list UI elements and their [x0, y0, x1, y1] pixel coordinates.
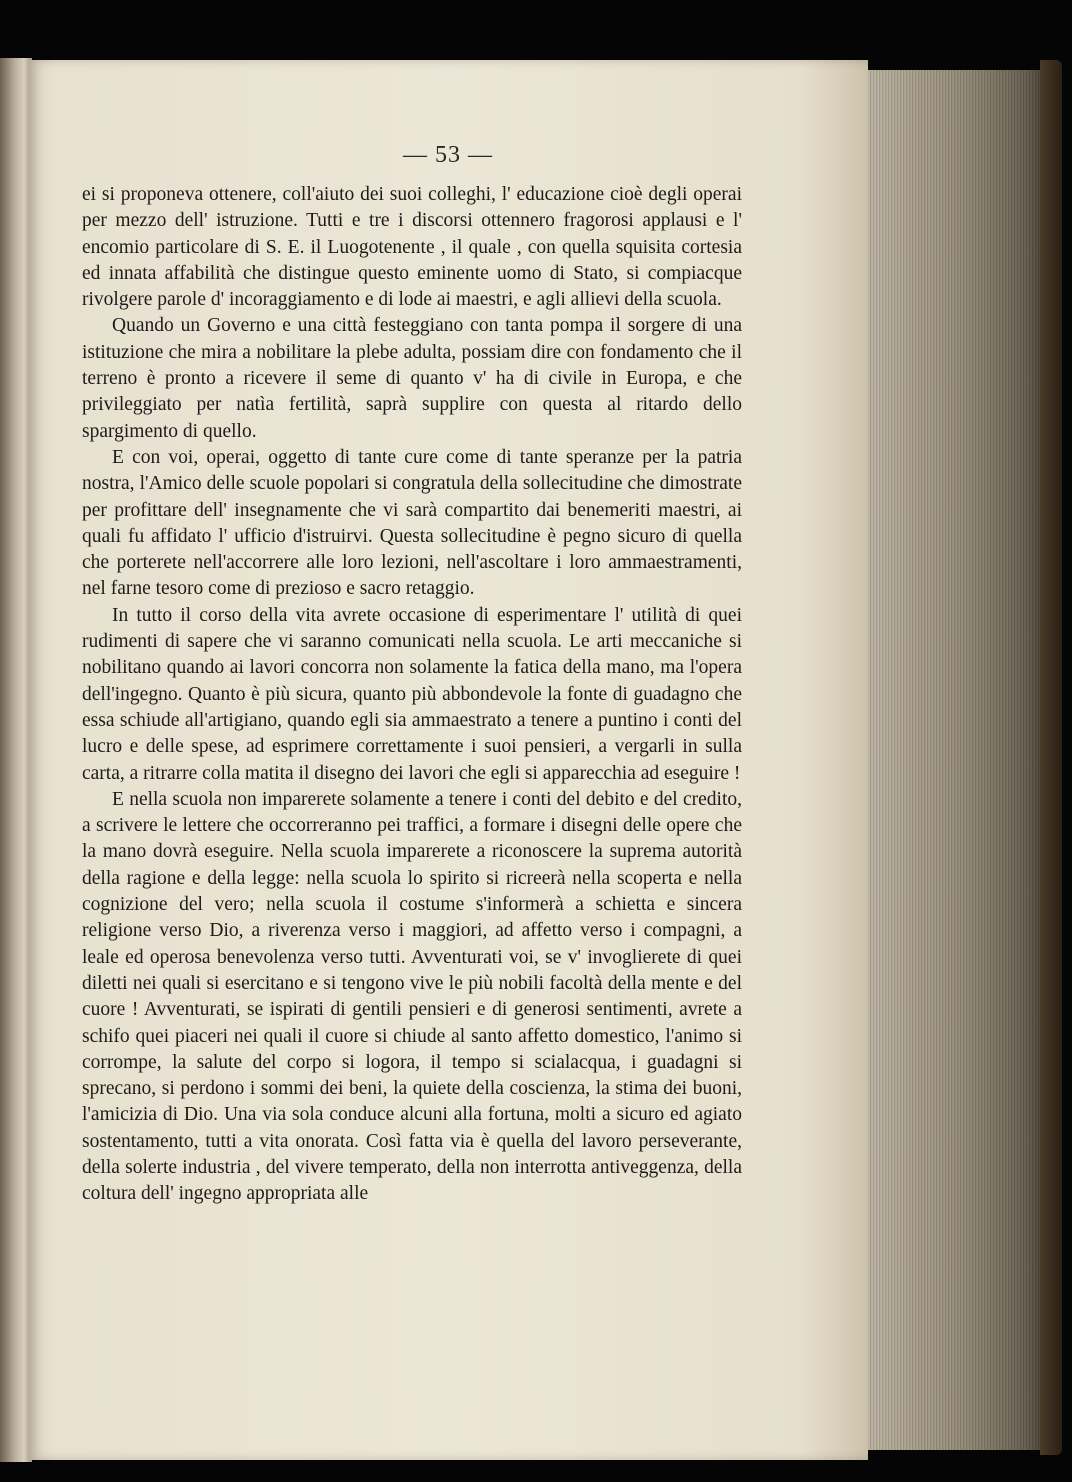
paragraph-4: In tutto il corso della vita avrete occasione di esperimentare l' utilità di quei rudimenti di sapere che vi saranno comunicati nella scuola. Le arti meccaniche si nobilitano quando ai lavori concorra non solamente la fatica della mano, ma l'opera dell'ingegno. Quanto è più sicura, quanto più abbondevole la fonte di guadagno che essa schiude all'artigiano, quando egli sia ammaestrato a tenere a puntino i conti del lucro e delle spese, ad esprimere correttamente i suoi pensieri, a vergarli in sulla carta, a ritrarre colla matita il disegno dei lavori che egli si apparecchia ad eseguire ! — [82, 604, 742, 784]
paragraph-2: Quando un Governo e una città festeggiano con tanta pompa il sorgere di una istituzione che mira a nobilitare la plebe adulta, possiam dire con fondamento che il terreno è pronto a ricevere il seme di quanto v' ha di civile in Europa, e che privileggiato per natìa fertilità, saprà supplire con questa al ritardo dello spargimento di quello. — [82, 315, 742, 442]
paragraph-5: E nella scuola non imparerete solamente a tenere i conti del debito e del credito, a scrivere le lettere che occorreranno pei traffici, a formare i disegni delle opere che la mano dovrà eseguire. Nella scuola imparerete a riconoscere la suprema autorità della ragione e della legge: nella scuola lo spirito si ricreerà nella scoperta e nella cognizione del vero; nella scuola il costume s'informerà a schietta e sincera religione verso Dio, a riverenza verso i maggiori, ad affetto verso i compagni, a leale ed operosa benevolenza verso tutti. Avventurati voi, se v' invoglierete di quei diletti nei quali si esercitano e si tengono vive le più nobili facoltà della mente e del cuore ! Avventurati, se ispirati di gentili pensieri e di generosi sentimenti, avrete a schifo quei piaceri nei quali il cuore si chiude al santo affetto domestico, l'animo si corrompe, la salute del corpo si logora, il tempo si scialacqua, i guadagni si sprecano, si perdono i sommi dei beni, la quiete della coscienza, la stima dei buoni, l'amicizia di Dio. Una via sola conduce alcuni alla fortuna, molti a sicuro ed agiato sostentamento, tutti a vita onorata. Così fatta via è quella del lavoro perseverante, della solerte industria , del vivere temperato, della non interrotta antiveggenza, della coltura dell' ingegno appropriata alle — [82, 788, 742, 1205]
book-page-edges — [855, 70, 1055, 1450]
book-page — [28, 60, 868, 1460]
body-text — [82, 182, 742, 1208]
paragraph-1: ei si proponeva ottenere, coll'aiuto dei suoi colleghi, l' educazione cioè degli operai per mezzo dell' istruzione. Tutti e tre i discorsi ottennero fragorosi applausi e l' encomio particolare di S. E. il Luogotenente , il quale , con quella squisita cortesia ed innata affabilità che distingue questo eminente uomo di Stato, si compiacque rivolgere parole d' incoraggiamento e di lode ai maestri, e agli allievi della scuola. — [82, 184, 742, 311]
page-number: — 53 — — [403, 142, 493, 168]
book-cover-edge — [1040, 60, 1062, 1455]
paragraph-3: E con voi, operai, oggetto di tante cure come di tante speranze per la patria nostra, l'Amico delle scuole popolari si congratula della sollecitudine che dimostrate per profittare dell' insegnamente che vi sarà compartito dai benemeriti maestri, ai quali fu affidato l' ufficio d'istruirvi. Questa sollecitudine è pegno sicuro di quella che porterete nell'accorrere alle loro lezioni, nell'ascoltare i loro ammaestramenti, nel farne tesoro come di prezioso e sacro retaggio. — [82, 446, 742, 600]
